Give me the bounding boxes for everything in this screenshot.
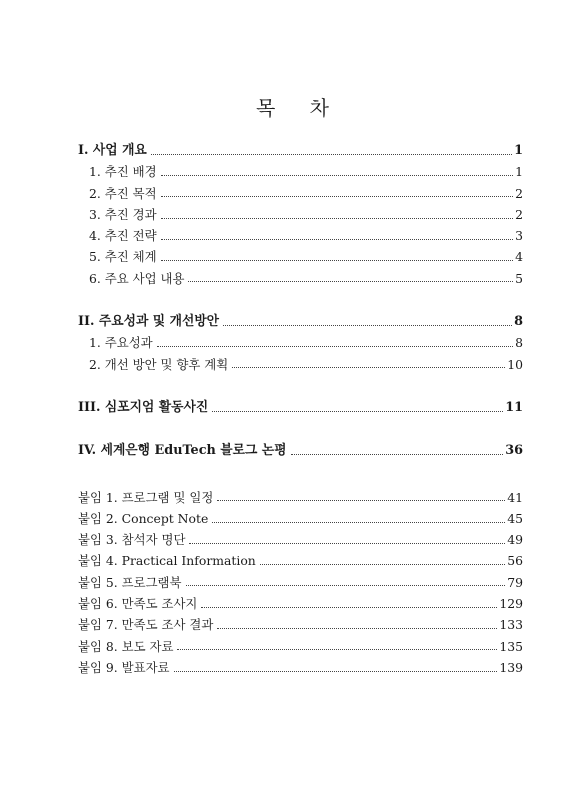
- spacer: [78, 289, 523, 311]
- toc-item: [78, 183, 523, 204]
- toc-item-label: 2. 추진 목적: [89, 185, 157, 201]
- dot-leader: [151, 153, 512, 155]
- toc-page-number: 135: [499, 638, 523, 654]
- toc-item: [78, 332, 523, 353]
- toc-section-1: [78, 140, 523, 161]
- toc-page-number: 11: [505, 399, 523, 415]
- toc-item-label: 붙임 6. 만족도 조사지: [78, 596, 198, 612]
- toc-appendix-item: [78, 550, 523, 571]
- toc-section-label: IV. 세계은행 EduTech 블로그 논평: [78, 443, 287, 459]
- dot-leader: [212, 521, 505, 523]
- toc-page-number: 2: [515, 206, 523, 222]
- toc-page-number: 1: [515, 164, 523, 180]
- toc-item-label: 붙임 2. Concept Note: [78, 510, 209, 526]
- toc-item-label: 3. 추진 경과: [89, 206, 157, 222]
- toc-section-2: [78, 311, 523, 332]
- table-of-contents: [78, 140, 523, 678]
- toc-section-4: [78, 440, 523, 461]
- toc-page-number: 129: [499, 596, 523, 612]
- dot-leader: [217, 627, 497, 629]
- page-title: 목 차: [256, 96, 343, 120]
- toc-page-number: 36: [505, 443, 523, 459]
- toc-section-3: [78, 397, 523, 418]
- toc-section-label: II. 주요성과 및 개선방안: [78, 314, 220, 330]
- toc-page-number: 3: [515, 228, 523, 244]
- toc-page-number: 139: [499, 659, 523, 675]
- toc-item: [78, 246, 523, 267]
- toc-item: [78, 268, 523, 289]
- dot-leader: [217, 499, 505, 501]
- toc-page-number: 41: [507, 489, 523, 505]
- toc-item-label: 붙임 1. 프로그램 및 일정: [78, 489, 214, 505]
- toc-item: [78, 204, 523, 225]
- dot-leader: [161, 238, 514, 240]
- toc-page-number: 56: [507, 553, 523, 569]
- dot-leader: [161, 217, 514, 219]
- toc-page-number: 8: [515, 335, 523, 351]
- spacer: [78, 418, 523, 440]
- toc-page-number: 133: [499, 617, 523, 633]
- toc-item-label: 붙임 9. 발표자료: [78, 659, 170, 675]
- toc-item: [78, 161, 523, 182]
- toc-appendix-item: [78, 529, 523, 550]
- toc-item-label: 2. 개선 방안 및 향후 계획: [89, 356, 229, 372]
- spacer: [78, 462, 523, 487]
- dot-leader: [201, 606, 497, 608]
- toc-item-label: 붙임 8. 보도 자료: [78, 638, 174, 654]
- dot-leader: [260, 563, 505, 565]
- toc-appendix-item: [78, 657, 523, 678]
- toc-item-label: 4. 추진 전략: [89, 228, 157, 244]
- dot-leader: [177, 648, 497, 650]
- toc-item-label: 붙임 7. 만족도 조사 결과: [78, 617, 214, 633]
- dot-leader: [223, 324, 512, 326]
- toc-section-label: III. 심포지엄 활동사진: [78, 399, 209, 415]
- toc-appendix-item: [78, 487, 523, 508]
- toc-page-number: 5: [515, 270, 523, 286]
- dot-leader: [186, 584, 506, 586]
- dot-leader: [189, 542, 505, 544]
- toc-appendix-item: [78, 508, 523, 529]
- spacer: [78, 375, 523, 397]
- toc-item-label: 붙임 3. 참석자 명단: [78, 532, 186, 548]
- toc-page-number: 8: [514, 314, 523, 330]
- toc-item: [78, 225, 523, 246]
- toc-page-number: 49: [507, 532, 523, 548]
- dot-leader: [291, 453, 504, 455]
- toc-item-label: 1. 주요성과: [89, 335, 153, 351]
- dot-leader: [174, 670, 498, 672]
- toc-item-label: 1. 추진 배경: [89, 164, 157, 180]
- dot-leader: [161, 195, 514, 197]
- toc-item-label: 붙임 4. Practical Information: [78, 553, 256, 569]
- toc-item-label: 5. 추진 체계: [89, 249, 157, 265]
- dot-leader: [161, 259, 514, 261]
- toc-page-number: 10: [507, 356, 523, 372]
- dot-leader: [188, 280, 513, 282]
- toc-page-number: 79: [507, 574, 523, 590]
- dot-leader: [157, 345, 513, 347]
- toc-appendix-item: [78, 593, 523, 614]
- toc-page-number: 4: [515, 249, 523, 265]
- toc-item: [78, 354, 523, 375]
- dot-leader: [232, 366, 505, 368]
- toc-appendix-item: [78, 572, 523, 593]
- toc-item-label: 6. 주요 사업 내용: [89, 270, 185, 286]
- dot-leader: [212, 410, 503, 412]
- toc-page-number: 1: [514, 143, 523, 158]
- toc-appendix-item: [78, 636, 523, 657]
- toc-section-label: I. 사업 개요: [78, 143, 147, 158]
- toc-appendix-item: [78, 614, 523, 635]
- toc-item-label: 붙임 5. 프로그램북: [78, 574, 182, 590]
- toc-page-number: 2: [515, 185, 523, 201]
- dot-leader: [161, 174, 514, 176]
- toc-page-number: 45: [507, 510, 523, 526]
